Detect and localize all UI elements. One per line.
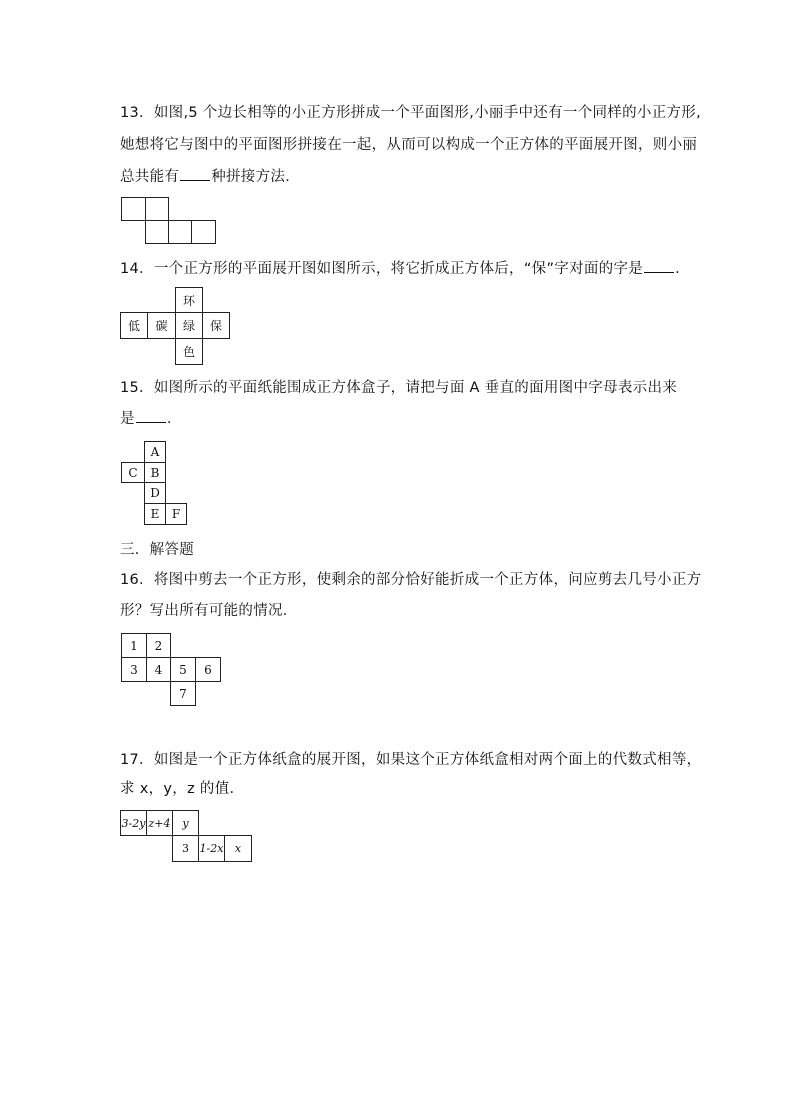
q14-cell-4: 保	[202, 312, 230, 339]
q17-figure	[120, 810, 252, 863]
q14-line-1-pre: 14．一个正方形的平面展开图如图所示，将它折成正方体后，“保”字对面的字是	[120, 261, 644, 277]
q13-line-3	[120, 166, 300, 187]
q13-square	[145, 197, 169, 221]
q17-cell-1: 3-2y	[120, 810, 147, 836]
q15-cell-f: F	[165, 503, 187, 525]
section-title: 三．解答题	[120, 542, 194, 558]
q13-line-3-pre: 总共能有	[120, 169, 180, 185]
q15-figure	[121, 441, 187, 525]
q13-square	[191, 220, 216, 244]
q14-cell-bottom: 色	[175, 338, 203, 365]
q15-line-2	[120, 408, 182, 429]
q16-cell-6: 6	[195, 657, 221, 682]
q14-figure	[120, 287, 230, 366]
q17-cell-3: y	[172, 810, 199, 836]
q13-line-3-post: 种拼接方法．	[211, 169, 301, 185]
q14-cell-1: 低	[120, 312, 148, 339]
q16-cell-2: 2	[146, 633, 171, 658]
q16-cell-1: 1	[121, 633, 147, 658]
q15-line-2-pre: 是	[120, 411, 135, 427]
q16-line-1: 16．将图中剪去一个正方形，使剩余的部分恰好能折成一个正方体，问应剪去几号小正方	[120, 572, 702, 588]
q15-cell-d: D	[144, 482, 166, 504]
q17-cell-6: x	[224, 835, 252, 862]
q17-cell-5: 1-2x	[198, 835, 225, 862]
q14-answer-blank	[644, 258, 674, 273]
q16-cell-5: 5	[170, 657, 196, 682]
q13-answer-blank	[180, 166, 210, 181]
q15-cell-b: B	[144, 462, 166, 483]
q15-line-1: 15．如图所示的平面纸能围成正方体盒子，请把与面 A 垂直的面用图中字母表示出来	[120, 380, 678, 396]
q17-line-2: 求 x，y，z 的值．	[120, 781, 245, 797]
q14-line-1	[120, 258, 690, 279]
q13-line-2: 她想将它与图中的平面图形拼接在一起，从而可以构成一个正方体的平面展开图，则小丽	[120, 137, 698, 153]
q16-cell-4: 4	[146, 657, 171, 682]
q15-cell-e: E	[144, 503, 166, 525]
q17-line-1: 17．如图是一个正方体纸盒的展开图，如果这个正方体纸盒相对两个面上的代数式相等，	[120, 752, 702, 768]
q14-cell-3: 绿	[175, 312, 203, 339]
q14-cell-top: 环	[175, 287, 203, 313]
q16-cell-3: 3	[121, 657, 147, 682]
q15-cell-c: C	[121, 462, 145, 483]
q14-cell-2: 碳	[147, 312, 176, 339]
q13-figure	[121, 197, 216, 245]
q15-line-2-post: ．	[166, 411, 182, 427]
q16-line-2: 形？写出所有可能的情况．	[120, 603, 298, 619]
q16-cell-7: 7	[170, 681, 196, 706]
q13-square	[145, 220, 169, 244]
q14-line-1-post: ．	[675, 261, 690, 277]
q15-cell-a: A	[144, 441, 166, 463]
q15-answer-blank	[136, 408, 166, 423]
q13-square	[121, 197, 146, 221]
q17-cell-2: z+4	[146, 810, 173, 836]
q17-cell-4: 3	[172, 835, 199, 862]
q16-figure	[121, 633, 221, 706]
q13-line-1: 13．如图,5 个边长相等的小正方形拼成一个平面图形,小丽手中还有一个同样的小正方形,	[120, 105, 702, 121]
q13-square	[168, 220, 192, 244]
